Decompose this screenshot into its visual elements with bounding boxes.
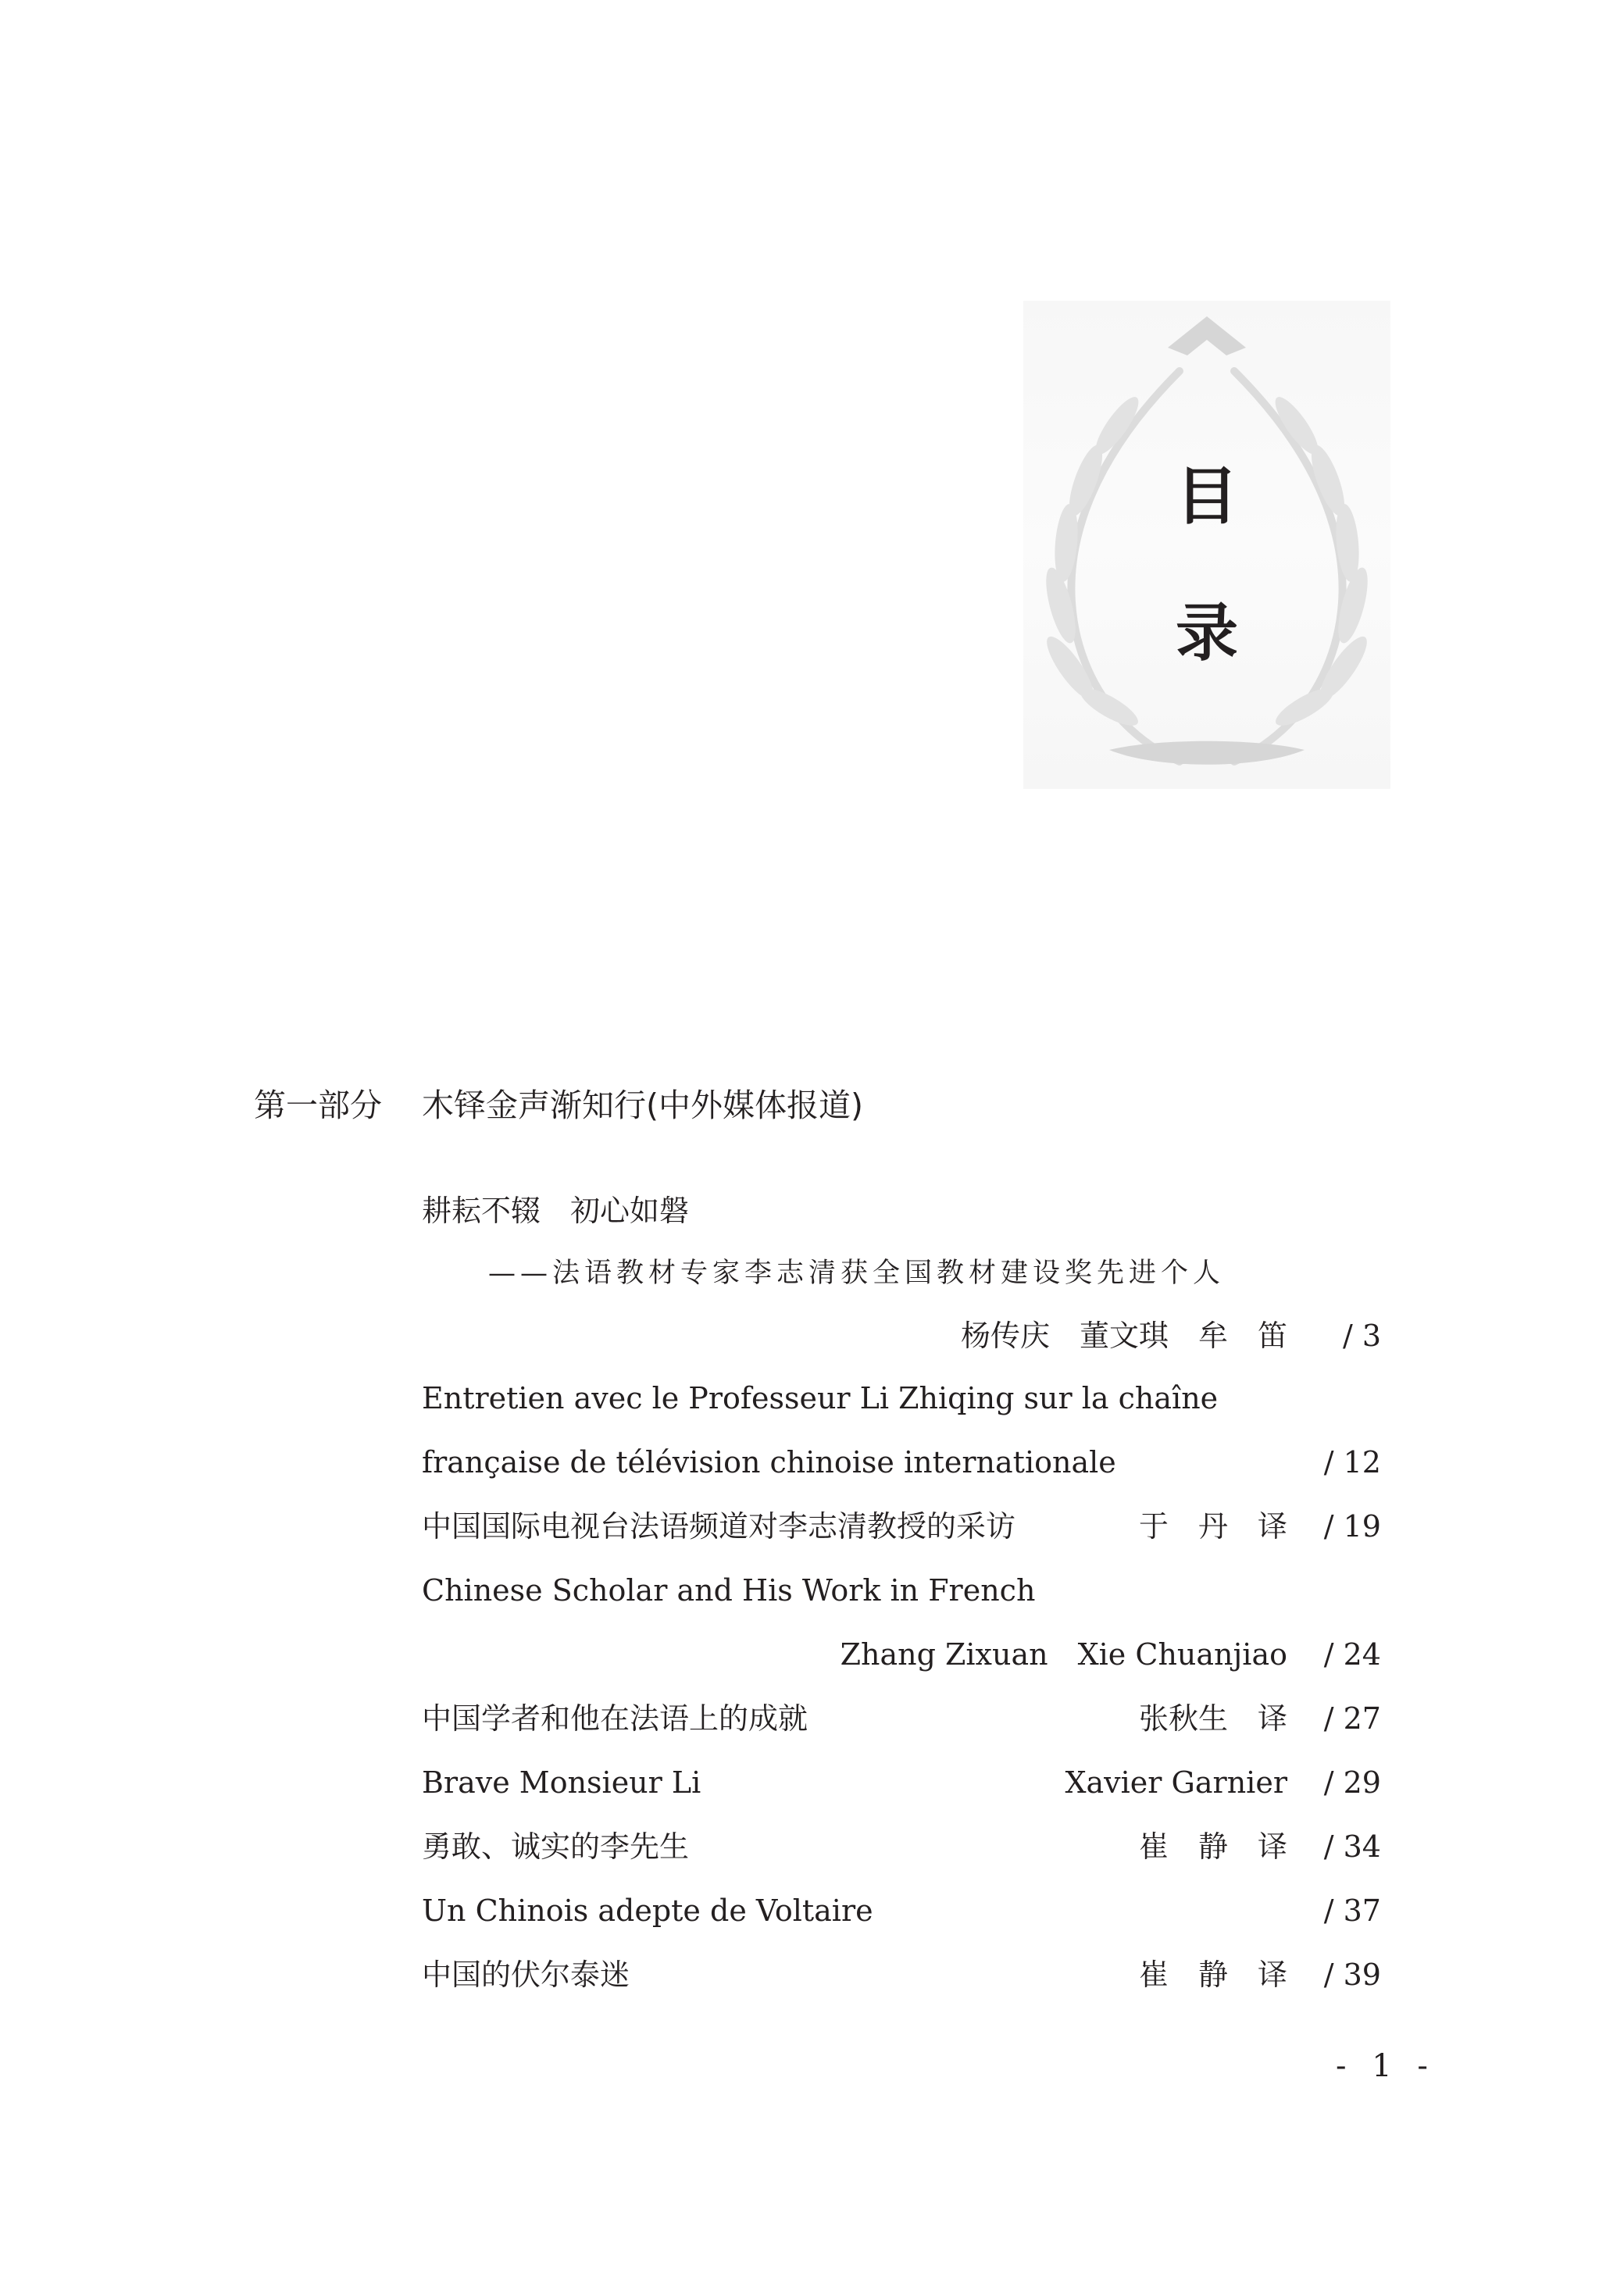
entry-page: / 19 — [1323, 1509, 1381, 1544]
page-number: - 1 - — [1336, 2048, 1436, 2084]
part-title: 木铎金声渐知行(中外媒体报道) — [422, 1087, 863, 1124]
laurel-wreath-icon — [1023, 301, 1390, 789]
entry-title: 勇敢、诚实的李先生 — [422, 1829, 690, 1864]
toc-entry[interactable] — [422, 1503, 1381, 1550]
toc-entry[interactable] — [422, 1375, 1381, 1422]
entry-author: 崔 静 译 — [1138, 1829, 1287, 1864]
part-heading — [254, 1087, 863, 1124]
toc-entry[interactable] — [422, 1823, 1381, 1870]
toc-entry[interactable] — [422, 1695, 1381, 1742]
entry-author: 杨传庆 董文琪 牟 笛 — [960, 1319, 1287, 1353]
toc-entry[interactable] — [422, 1567, 1381, 1614]
toc-entry-byline — [422, 1631, 1381, 1678]
entry-page: / 37 — [1323, 1893, 1381, 1928]
toc-entry[interactable] — [422, 1887, 1381, 1934]
entry-page: / 34 — [1323, 1829, 1381, 1864]
title-char-1: 目 — [1176, 459, 1238, 533]
title-emblem — [1023, 301, 1390, 789]
entry-author: Xavier Garnier — [1065, 1765, 1287, 1800]
toc-entry[interactable] — [422, 1187, 1381, 1234]
title-char-2: 录 — [1176, 596, 1238, 669]
entry-page: / 39 — [1323, 1958, 1381, 1992]
entry-author: 于 丹 译 — [1138, 1509, 1287, 1544]
entry-title: Chinese Scholar and His Work in French — [422, 1573, 1036, 1608]
entry-title: 耕耘不辍 初心如磐 — [422, 1194, 690, 1228]
entry-title: Brave Monsieur Li — [422, 1765, 701, 1800]
entry-title: 中国学者和他在法语上的成就 — [422, 1701, 808, 1736]
toc-entry[interactable] — [422, 1759, 1381, 1806]
entry-page: / 27 — [1323, 1701, 1381, 1736]
entry-title: 中国国际电视台法语频道对李志清教授的采访 — [422, 1509, 1016, 1544]
entry-page: / 3 — [1342, 1319, 1381, 1353]
entry-title: 中国的伏尔泰迷 — [422, 1958, 630, 1992]
entry-page: / 12 — [1323, 1445, 1381, 1479]
entry-title-line1: Entretien avec le Professeur Li Zhiqing sur la chaîne — [422, 1381, 1219, 1415]
entry-author: Zhang Zixuan Xie Chuanjiao — [840, 1637, 1287, 1672]
entry-title-line2: française de télévision chinoise internationale — [422, 1445, 1116, 1479]
entry-author: 崔 静 译 — [1138, 1958, 1287, 1992]
entry-title: Un Chinois adepte de Voltaire — [422, 1893, 873, 1928]
part-label: 第一部分 — [254, 1087, 382, 1124]
entry-page: / 24 — [1323, 1637, 1381, 1672]
entry-subtitle: ——法语教材专家李志清获全国教材建设奖先进个人 — [488, 1258, 1226, 1289]
toc-entry-continued — [422, 1439, 1381, 1486]
toc-entry-byline — [422, 1312, 1381, 1359]
entry-author: 张秋生 译 — [1138, 1701, 1287, 1736]
toc-entry[interactable] — [422, 1951, 1381, 1998]
entry-page: / 29 — [1323, 1765, 1381, 1800]
